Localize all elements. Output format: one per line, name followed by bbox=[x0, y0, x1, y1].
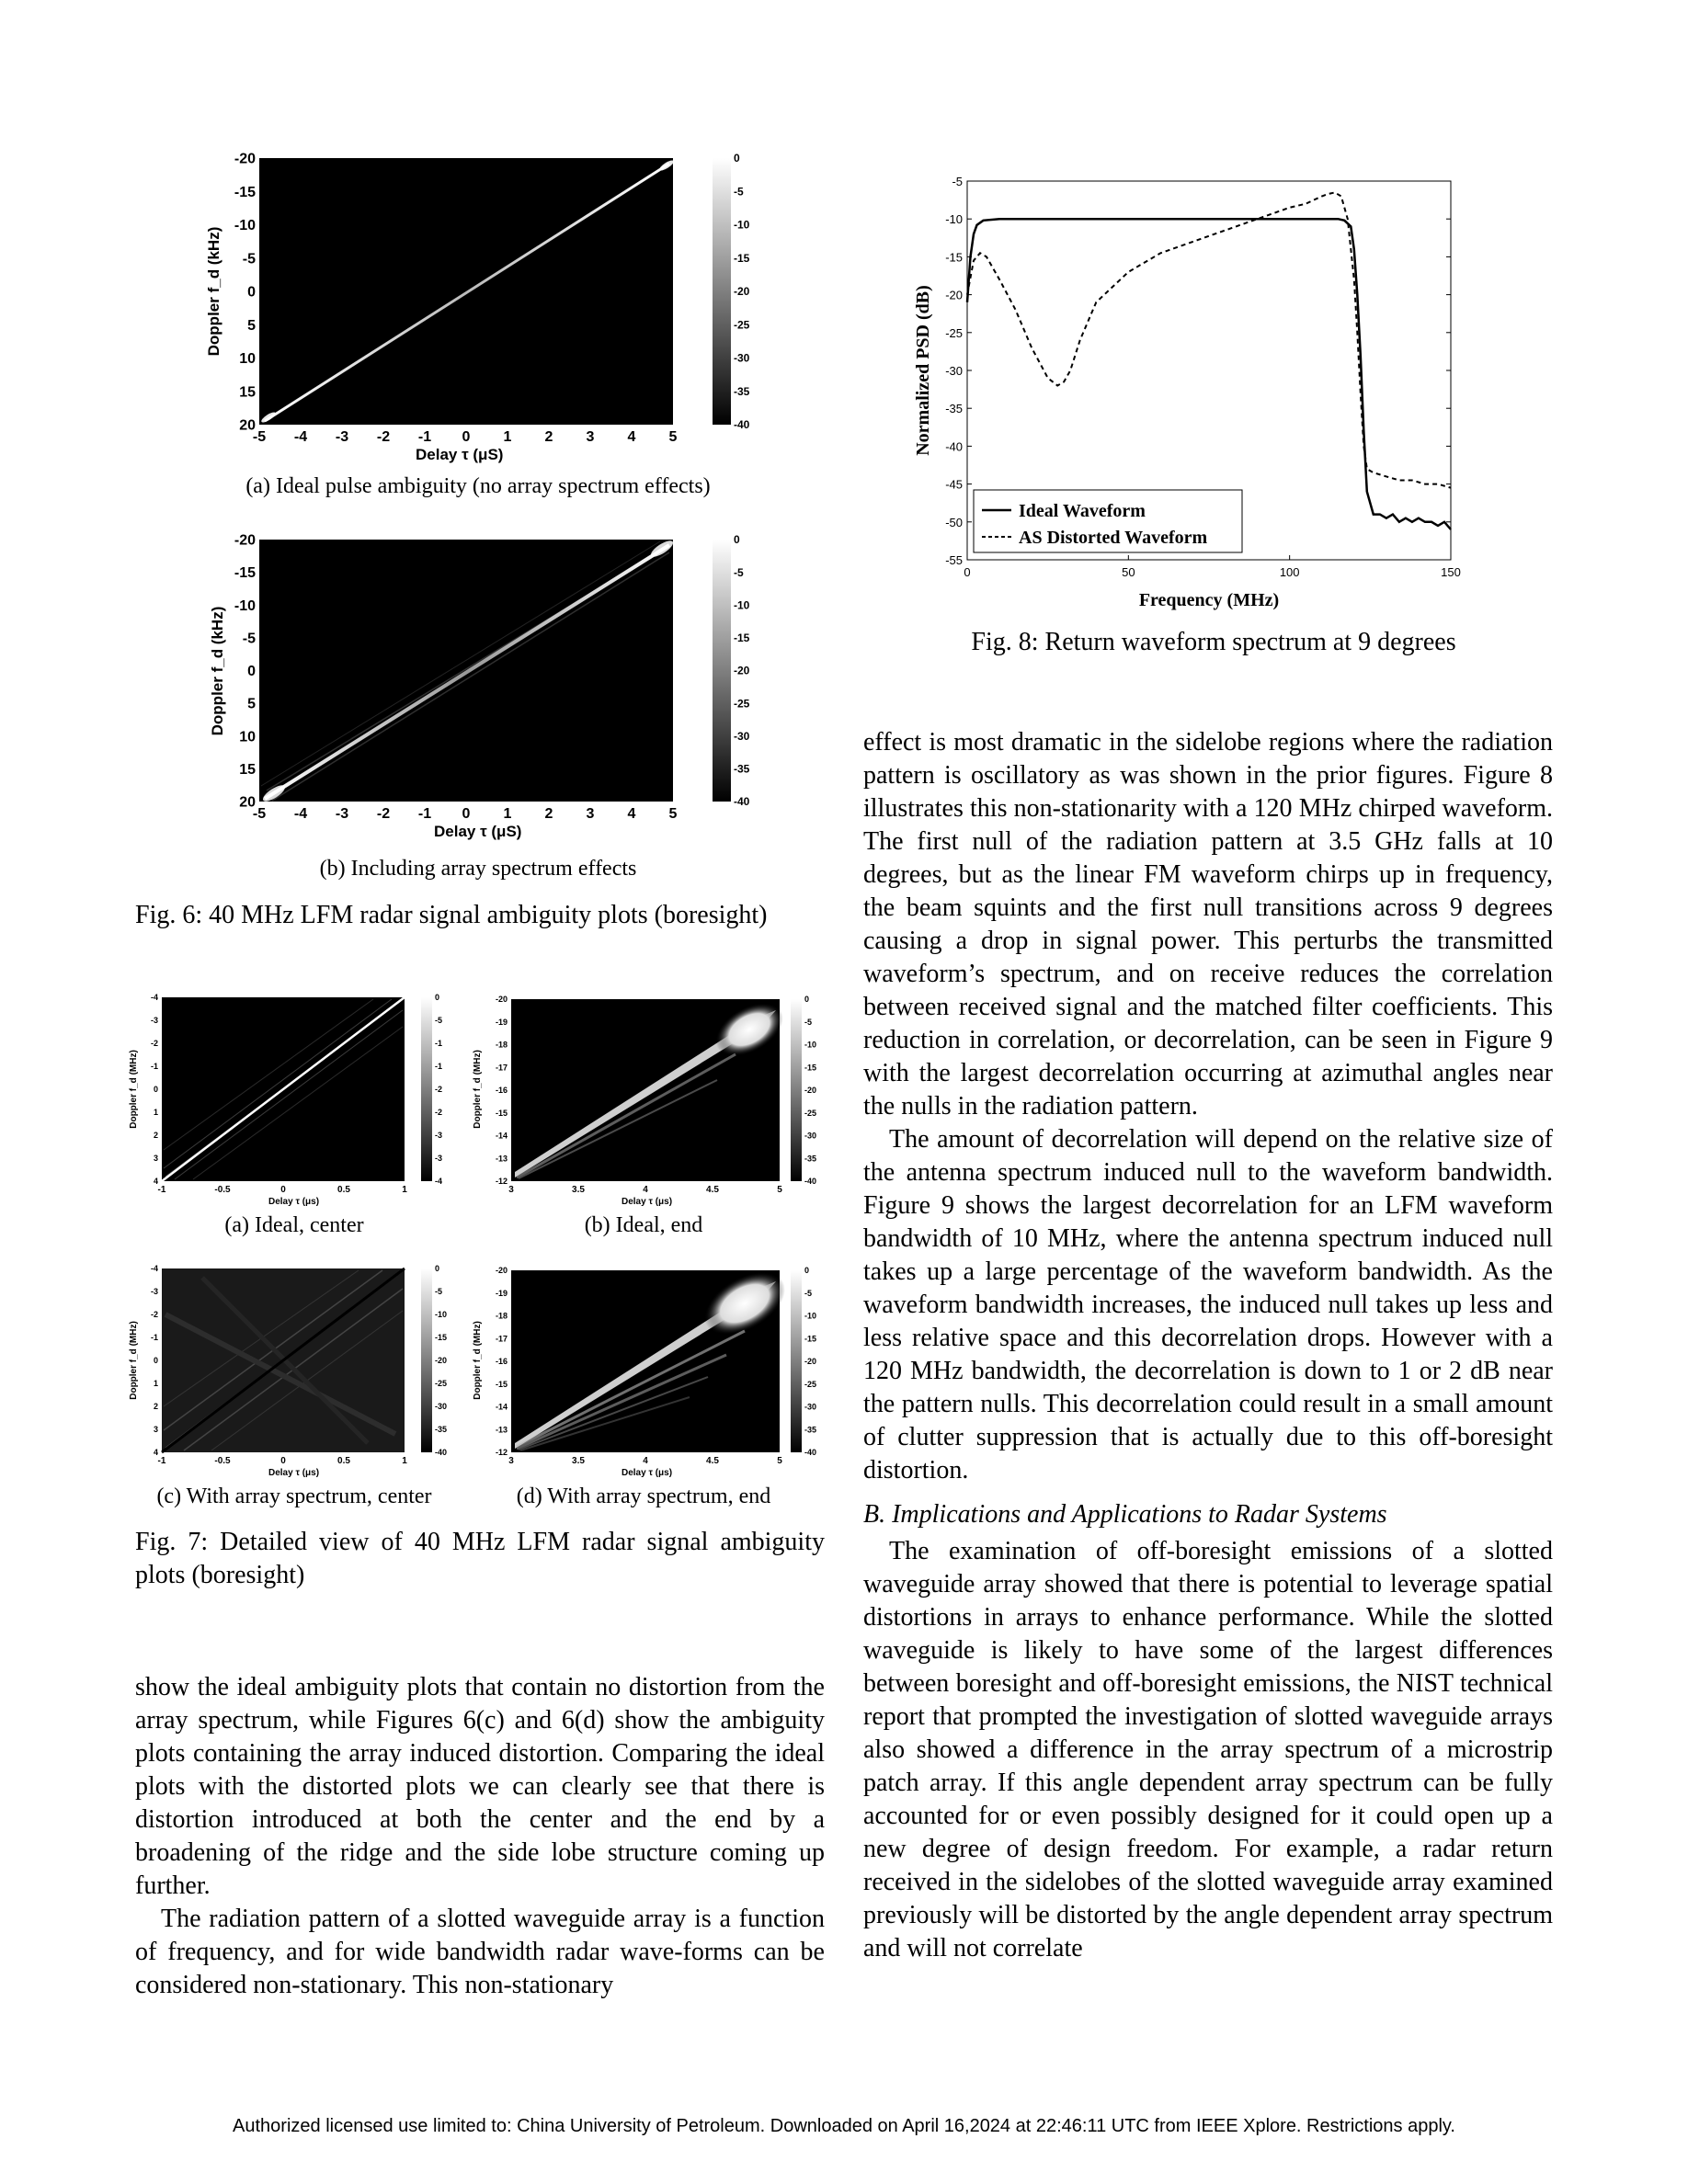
y-tick-label: -13 bbox=[495, 1154, 508, 1164]
x-tick-label: 4 bbox=[643, 1185, 648, 1195]
x-tick-label: 5 bbox=[668, 429, 678, 445]
x-tick-label: -1 bbox=[417, 429, 432, 445]
y-tick-label: -14 bbox=[495, 1402, 508, 1412]
y-axis-label: Doppler f_d (MHz) bbox=[129, 1050, 139, 1129]
y-tick-label: -14 bbox=[495, 1131, 508, 1141]
y-tick-label: -50 bbox=[945, 515, 963, 529]
y-axis-label: Doppler f_d (MHz) bbox=[473, 1321, 483, 1400]
legend-entry-distorted: AS Distorted Waveform bbox=[1019, 528, 1208, 548]
x-axis-label: Delay τ (μs) bbox=[622, 1468, 673, 1478]
y-tick-label: 2 bbox=[153, 1402, 158, 1412]
x-tick-label: 3.5 bbox=[572, 1185, 585, 1195]
y-axis-label: Doppler f_d (MHz) bbox=[473, 1050, 483, 1129]
fig8-caption: Fig. 8: Return waveform spectrum at 9 degrees bbox=[971, 628, 1456, 656]
x-tick-label: -4 bbox=[293, 806, 308, 822]
colorbar-tick-label: -40 bbox=[804, 1177, 817, 1187]
colorbar bbox=[421, 997, 432, 1181]
y-axis-label: Doppler f_d (kHz) bbox=[205, 226, 222, 357]
x-tick-label: 4.5 bbox=[706, 1185, 719, 1195]
x-tick-label: -2 bbox=[376, 806, 391, 822]
y-tick-label: -18 bbox=[495, 1311, 508, 1321]
x-tick-label: -4 bbox=[293, 429, 308, 445]
colorbar-tick-label: -10 bbox=[734, 598, 750, 612]
x-axis-label: Delay τ (μs) bbox=[622, 1197, 673, 1207]
fig7b-caption: (b) Ideal, end bbox=[584, 1213, 703, 1237]
x-tick-label: 0.5 bbox=[337, 1456, 350, 1466]
y-tick-label: -55 bbox=[945, 553, 963, 567]
x-tick-label: 150 bbox=[1441, 565, 1461, 579]
y-tick-label: 10 bbox=[239, 351, 256, 368]
colorbar-tick-label: -1 bbox=[435, 1039, 443, 1049]
y-tick-label: -25 bbox=[945, 325, 963, 340]
y-tick-label: 5 bbox=[247, 696, 256, 712]
y-tick-label: -3 bbox=[150, 1287, 158, 1297]
y-tick-label: -2 bbox=[150, 1310, 158, 1320]
fig7a-plot bbox=[129, 988, 460, 1209]
colorbar-tick-label: -5 bbox=[734, 565, 744, 579]
colorbar-tick-label: -3 bbox=[435, 1131, 443, 1141]
x-tick-label: 0 bbox=[280, 1456, 286, 1466]
x-tick-label: -1 bbox=[157, 1185, 166, 1195]
colorbar-tick-label: -10 bbox=[804, 1311, 817, 1321]
colorbar-tick-label: -20 bbox=[435, 1356, 448, 1366]
y-axis-label: Doppler f_d (kHz) bbox=[209, 606, 226, 736]
paragraph: show the ideal ambiguity plots that contain no distortion from the array spectrum, while Figures 6(c) and 6(d) show the ambiguity plots containing the array induced distortion. Comparing the ideal plots with the distorted plots we can clearly see that there is distortion introduced at both the center and the end by a broadening of the ridge and the side lobe structure coming up further. bbox=[135, 1673, 825, 1900]
colorbar-tick-label: -30 bbox=[734, 729, 750, 743]
colorbar-tick-label: -15 bbox=[734, 631, 750, 645]
colorbar-tick-label: 0 bbox=[804, 1266, 810, 1276]
y-tick-label: -1 bbox=[150, 1333, 158, 1343]
y-tick-label: -18 bbox=[495, 1040, 508, 1050]
colorbar-tick-label: -20 bbox=[734, 285, 750, 299]
colorbar-tick-label: -5 bbox=[804, 1017, 813, 1027]
fig7c-plot bbox=[129, 1259, 460, 1480]
paragraph: effect is most dramatic in the sidelobe regions where the radiation pattern is oscillatory as was shown in the prior figures. Figure 8 illustrates this non-stationarity with a 120 MHz chirped waveform. The first null of the radiation pattern at 3.5 GHz falls at 10 degrees, but as the linear FM waveform chirps up in frequency, the beam squints and the first null transitions across 9 degrees causing a drop in signal power. This perturbs the transmitted waveform’s spectrum, and on receive reduces the correlation between received signal and the matched filter coefficients. This reduction in correlation, or decorrelation, can be seen in Figure 9 with the largest decorrelation occurring at azimuthal angles near the nulls in the radiation pattern. bbox=[863, 728, 1553, 1120]
y-tick-label: -17 bbox=[495, 1063, 508, 1073]
colorbar-tick-label: -35 bbox=[804, 1425, 817, 1435]
colorbar-tick-label: 0 bbox=[804, 995, 810, 1005]
y-tick-label: 5 bbox=[247, 317, 256, 334]
colorbar-tick-label: -40 bbox=[804, 1448, 817, 1458]
fig6a-plot bbox=[202, 147, 754, 469]
y-tick-label: -4 bbox=[150, 1264, 158, 1274]
paragraph: The radiation pattern of a slotted waveguide array is a function of frequency, and for wide bandwidth radar wave-forms can be considered non-stationary. This non-stationary bbox=[135, 1905, 825, 1999]
colorbar-tick-label: -15 bbox=[435, 1333, 448, 1343]
section-heading: B. Implications and Applications to Radar Systems bbox=[863, 1500, 1387, 1529]
colorbar-tick-label: -20 bbox=[804, 1086, 817, 1096]
y-tick-label: -12 bbox=[495, 1448, 508, 1458]
y-tick-label: -35 bbox=[945, 402, 963, 416]
colorbar-tick-label: -35 bbox=[804, 1154, 817, 1164]
colorbar-tick-label: -30 bbox=[804, 1131, 817, 1141]
fig7c-caption: (c) With array spectrum, center bbox=[156, 1484, 432, 1508]
colorbar-tick-label: -5 bbox=[734, 185, 744, 199]
colorbar-tick-label: 0 bbox=[734, 152, 740, 165]
y-tick-label: -12 bbox=[495, 1177, 508, 1187]
colorbar-tick-label: -40 bbox=[734, 795, 750, 809]
legend bbox=[974, 490, 1242, 552]
x-axis-label: Delay τ (μs) bbox=[268, 1468, 320, 1478]
colorbar-tick-label: -35 bbox=[734, 762, 750, 776]
x-tick-label: 0 bbox=[462, 806, 471, 822]
x-tick-label: 0.5 bbox=[337, 1185, 350, 1195]
colorbar bbox=[421, 1268, 432, 1452]
paragraph: The examination of off-boresight emissions of a slotted waveguide array showed that there is potential to leverage spatial distortions in arrays to enhance performance. While the slotted waveguide is likely to have some of the largest differences between boresight and off-boresight emissions, the NIST technical report that prompted the investigation of slotted waveguide arrays also showed a difference in the array spectrum of a microstrip patch array. If this angle dependent array spectrum can be fully accounted for or even possibly designed for it could open up a new degree of design freedom. For example, a radar return received in the sidelobes of the slotted waveguide array examined previously will be distorted by the angle dependent array spectrum and will not correlate bbox=[863, 1537, 1553, 1962]
colorbar-tick-label: -20 bbox=[804, 1357, 817, 1367]
y-tick-label: -15 bbox=[495, 1108, 508, 1118]
colorbar-tick-label: -15 bbox=[804, 1334, 817, 1344]
x-axis-label: Delay τ (μs) bbox=[268, 1197, 320, 1207]
colorbar-tick-label: -1 bbox=[435, 1062, 443, 1072]
y-tick-label: 0 bbox=[153, 1356, 158, 1366]
y-tick-label: -20 bbox=[234, 532, 256, 549]
y-tick-label: -15 bbox=[495, 1379, 508, 1389]
y-axis-label: Normalized PSD (dB) bbox=[913, 285, 933, 456]
colorbar bbox=[713, 540, 731, 802]
y-tick-label: -20 bbox=[495, 995, 508, 1005]
x-tick-label: 3 bbox=[586, 429, 595, 445]
colorbar-tick-label: -25 bbox=[734, 697, 750, 711]
y-tick-label: 3 bbox=[153, 1154, 158, 1164]
x-tick-label: -2 bbox=[376, 429, 391, 445]
x-tick-label: 50 bbox=[1122, 565, 1135, 579]
x-tick-label: -0.5 bbox=[214, 1456, 231, 1466]
x-tick-label: 5 bbox=[668, 806, 678, 822]
x-tick-label: 1 bbox=[503, 806, 512, 822]
legend-entry-ideal: Ideal Waveform bbox=[1019, 501, 1146, 521]
y-tick-label: -2 bbox=[150, 1039, 158, 1049]
x-tick-label: -5 bbox=[252, 429, 267, 445]
x-tick-label: 3 bbox=[586, 806, 595, 822]
fig7b-plot bbox=[469, 988, 818, 1209]
x-axis-label: Delay τ (μS) bbox=[416, 446, 504, 463]
fig8-chart bbox=[910, 165, 1480, 625]
y-tick-label: 20 bbox=[239, 794, 256, 811]
x-tick-label: 1 bbox=[503, 429, 512, 445]
y-tick-label: -5 bbox=[242, 631, 256, 647]
colorbar-tick-label: -10 bbox=[804, 1040, 817, 1050]
fig6a-caption: (a) Ideal pulse ambiguity (no array spectrum effects) bbox=[245, 474, 711, 498]
x-tick-label: 4 bbox=[627, 429, 636, 445]
y-tick-label: 15 bbox=[239, 761, 256, 778]
y-tick-label: -17 bbox=[495, 1334, 508, 1344]
colorbar-tick-label: -30 bbox=[435, 1402, 448, 1412]
y-tick-label: -20 bbox=[945, 288, 963, 302]
colorbar-tick-label: -35 bbox=[435, 1425, 448, 1435]
right-column-text bbox=[863, 726, 1553, 1965]
y-tick-label: -10 bbox=[234, 218, 256, 234]
colorbar-tick-label: -2 bbox=[435, 1085, 443, 1095]
colorbar-tick-label: -2 bbox=[435, 1108, 443, 1118]
x-tick-label: -3 bbox=[335, 429, 349, 445]
colorbar bbox=[713, 158, 731, 425]
footer-notice: Authorized licensed use limited to: China University of Petroleum. Downloaded on April 16,2024 at 22:46:11 UTC from IEEE Xplore. Restrictions apply. bbox=[233, 2116, 1455, 2136]
y-tick-label: -15 bbox=[945, 250, 963, 265]
y-tick-label: -30 bbox=[945, 364, 963, 378]
y-tick-label: 10 bbox=[239, 729, 256, 745]
y-tick-label: -16 bbox=[495, 1086, 508, 1096]
x-tick-label: 5 bbox=[777, 1185, 782, 1195]
colorbar-tick-label: -30 bbox=[734, 351, 750, 365]
y-tick-label: -20 bbox=[495, 1266, 508, 1276]
y-tick-label: 3 bbox=[153, 1425, 158, 1435]
x-tick-label: -0.5 bbox=[214, 1185, 231, 1195]
colorbar-tick-label: -25 bbox=[435, 1379, 448, 1389]
x-axis-label: Delay τ (μS) bbox=[434, 823, 522, 840]
colorbar-tick-label: -10 bbox=[435, 1310, 448, 1320]
y-tick-label: 4 bbox=[153, 1448, 158, 1458]
y-tick-label: -1 bbox=[150, 1062, 158, 1072]
colorbar-tick-label: -40 bbox=[435, 1448, 448, 1458]
y-tick-label: -5 bbox=[952, 175, 963, 188]
colorbar-tick-label: -25 bbox=[804, 1108, 817, 1118]
y-tick-label: -19 bbox=[495, 1288, 508, 1298]
y-tick-label: -19 bbox=[495, 1017, 508, 1027]
x-axis-label: Frequency (MHz) bbox=[1138, 590, 1280, 610]
x-tick-label: 4.5 bbox=[706, 1456, 719, 1466]
x-tick-label: 0 bbox=[280, 1185, 286, 1195]
y-tick-label: -4 bbox=[150, 993, 158, 1003]
x-tick-label: -1 bbox=[157, 1456, 166, 1466]
x-tick-label: 0 bbox=[964, 565, 971, 579]
fig7a-caption: (a) Ideal, center bbox=[224, 1213, 364, 1237]
y-tick-label: -16 bbox=[495, 1357, 508, 1367]
y-tick-label: 2 bbox=[153, 1131, 158, 1141]
x-tick-label: 5 bbox=[777, 1456, 782, 1466]
y-tick-label: 0 bbox=[247, 664, 256, 680]
y-tick-label: 1 bbox=[153, 1379, 158, 1389]
x-tick-label: -1 bbox=[417, 806, 432, 822]
y-tick-label: -15 bbox=[234, 184, 256, 200]
fig6-caption: Fig. 6: 40 MHz LFM radar signal ambiguity plots (boresight) bbox=[135, 901, 768, 929]
fig7d-caption: (d) With array spectrum, end bbox=[516, 1484, 771, 1508]
x-tick-label: 3.5 bbox=[572, 1456, 585, 1466]
x-tick-label: 1 bbox=[402, 1185, 407, 1195]
left-column-text bbox=[135, 1671, 825, 2002]
colorbar-tick-label: -30 bbox=[804, 1402, 817, 1412]
y-axis-label: Doppler f_d (MHz) bbox=[129, 1321, 139, 1400]
x-tick-label: 0 bbox=[462, 429, 471, 445]
y-tick-label: 15 bbox=[239, 384, 256, 401]
y-tick-label: 4 bbox=[153, 1177, 158, 1187]
y-tick-label: -10 bbox=[234, 597, 256, 614]
colorbar-tick-label: 0 bbox=[435, 1264, 440, 1274]
colorbar-tick-label: -25 bbox=[804, 1379, 817, 1389]
x-tick-label: 2 bbox=[544, 429, 553, 445]
x-tick-label: 2 bbox=[544, 806, 553, 822]
colorbar-tick-label: -5 bbox=[435, 1287, 443, 1297]
y-tick-label: -40 bbox=[945, 439, 963, 454]
colorbar-tick-label: -15 bbox=[804, 1063, 817, 1073]
y-tick-label: 0 bbox=[247, 284, 256, 301]
colorbar-tick-label: -3 bbox=[435, 1154, 443, 1164]
x-tick-label: -3 bbox=[335, 806, 349, 822]
colorbar-tick-label: 0 bbox=[734, 533, 740, 547]
colorbar-tick-label: -25 bbox=[734, 318, 750, 332]
colorbar bbox=[791, 1270, 802, 1452]
fig7-caption: Fig. 7: Detailed view of 40 MHz LFM radar signal ambiguity plots (boresight) bbox=[135, 1528, 825, 1589]
y-tick-label: -13 bbox=[495, 1425, 508, 1435]
colorbar-tick-label: -15 bbox=[734, 251, 750, 265]
colorbar-tick-label: -40 bbox=[734, 418, 750, 432]
y-tick-label: -5 bbox=[242, 251, 256, 267]
y-tick-label: 1 bbox=[153, 1108, 158, 1118]
colorbar-tick-label: -4 bbox=[435, 1177, 443, 1187]
fig6b-plot bbox=[202, 529, 754, 846]
colorbar-tick-label: 0 bbox=[435, 993, 440, 1003]
y-tick-label: -3 bbox=[150, 1016, 158, 1026]
x-tick-label: 3 bbox=[508, 1456, 514, 1466]
paragraph: The amount of decorrelation will depend on the relative size of the antenna spectrum induced null to the waveform bandwidth. Figure 9 shows the largest decorrelation for an LFM waveform bandwidth of 10 MHz, where the antenna spectrum induced null takes up a large percentage of the waveform bandwidth. As the waveform bandwidth increases, the induced null takes up less and less relative space and this decorrelation drops. However with a 120 MHz bandwidth, the decorrelation is down to 1 or 2 dB near the pattern nulls. This decorrelation could result in a small amount of clutter suppression that is actually due to this off-boresight distortion. bbox=[863, 1125, 1553, 1484]
y-tick-label: -45 bbox=[945, 477, 963, 492]
x-tick-label: -5 bbox=[252, 806, 267, 822]
colorbar-tick-label: -10 bbox=[734, 218, 750, 232]
x-tick-label: 4 bbox=[643, 1456, 648, 1466]
x-tick-label: 1 bbox=[402, 1456, 407, 1466]
colorbar-tick-label: -20 bbox=[734, 664, 750, 677]
fig7d-plot bbox=[469, 1259, 818, 1480]
colorbar-tick-label: -5 bbox=[435, 1016, 443, 1026]
fig6b-caption: (b) Including array spectrum effects bbox=[319, 857, 637, 881]
colorbar-tick-label: -5 bbox=[804, 1288, 813, 1298]
y-tick-label: -10 bbox=[945, 212, 963, 227]
y-tick-label: 20 bbox=[239, 417, 256, 434]
colorbar bbox=[791, 999, 802, 1181]
x-tick-label: 100 bbox=[1279, 565, 1300, 579]
x-tick-label: 4 bbox=[627, 806, 636, 822]
y-tick-label: 0 bbox=[153, 1085, 158, 1095]
x-tick-label: 3 bbox=[508, 1185, 514, 1195]
colorbar-tick-label: -35 bbox=[734, 384, 750, 398]
y-tick-label: -15 bbox=[234, 565, 256, 582]
y-tick-label: -20 bbox=[234, 151, 256, 167]
